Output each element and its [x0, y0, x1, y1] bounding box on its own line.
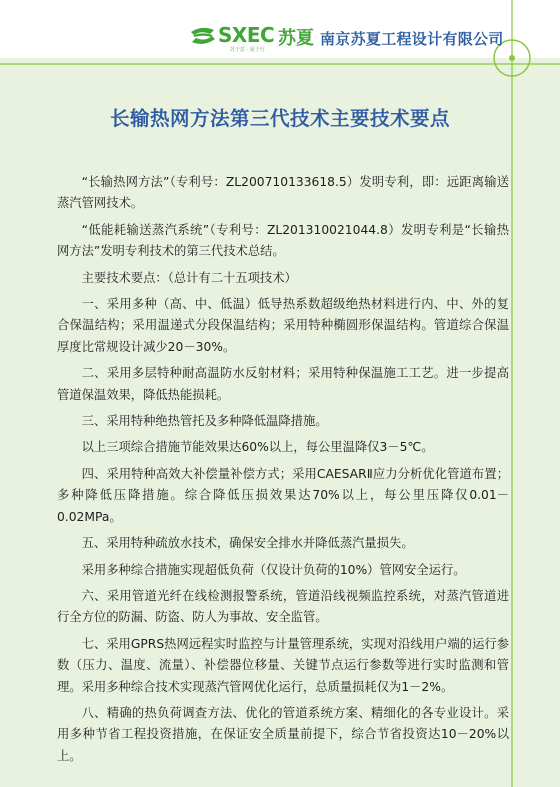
logo-slogan: 苏于思 · 夏于行 — [230, 47, 265, 53]
document-title: 长输热网方法第三代技术主要技术要点 — [109, 107, 450, 130]
paragraph-point-6: 六、采用管道光纤在线检测报警系统，管道沿线视频监控系统，对蒸汽管道进行全方位的防漏、防盗、防人为事故、安全监管。 — [57, 588, 509, 625]
paragraph-summary-2: 采用多种综合措施实现超低负荷（仅设计负荷的10%）管网安全运行。 — [81, 562, 466, 577]
paragraph-point-2: 二、采用多层特种耐高温防水反射材料；采用特种保温施工工艺。进一步提高管道保温效果，降低热能损耗。 — [57, 366, 509, 402]
logo-brand-cn: 苏夏 — [278, 28, 314, 49]
logo-mark-icon — [188, 24, 218, 48]
document-body — [57, 172, 509, 767]
paragraph-patent-2: “低能耗输送蒸汽系统”（专利号：ZL201310021044.8）发明专利是“长输热网方法”发明专利技术的第三代技术总结。 — [57, 222, 509, 259]
paragraph-summary-1: 以上三项综合措施节能效果达60%以上，每公里温降仅3－5℃。 — [81, 440, 434, 455]
paragraph-point-1: 一、采用多种（高、中、低温）低导热系数超级绝热材料进行内、中、外的复合保温结构；采用温递式分段保温结构；采用特种椭圆形保温结构。管道综合保温厚度比常规设计减少20－30%。 — [57, 297, 509, 354]
paragraph-point-4: 四、采用特种高效大补偿量补偿方式；采用CAESARⅡ应力分析优化管道布置；多种降低压降措施。综合降低压损效果达70%以上，每公里压降仅0.01－0.02MPa。 — [57, 466, 509, 524]
paragraph-point-3: 三、采用特种绝热管托及多种降低温降措施。 — [81, 414, 328, 429]
company-name: 南京苏夏工程设计有限公司 — [320, 30, 504, 48]
logo-brand: SXEC — [218, 23, 275, 47]
paragraph-point-7: 七、采用GPRS热网远程实时监控与计量管理系统，实现对沿线用户端的运行参数（压力、温度、流量）、补偿器位移量、关键节点运行参数等进行实时监测和管理。采用多种综合技术实现蒸汽管网优化运行，总质量损耗仅为1－2%。 — [57, 636, 509, 694]
paragraph-point-5: 五、采用特种疏放水技术，确保安全排水并降低蒸汽量损失。 — [81, 536, 414, 551]
paragraph-point-8: 八、精确的热负荷调查方法、优化的管道系统方案、精细化的各专业设计。采用多种节省工程投资措施，在保证安全质量前提下，综合节省投资达10－20%以上。 — [57, 705, 509, 763]
paragraph-patent-1: “长输热网方法”（专利号：ZL200710133618.5）发明专利，即：远距离输送蒸汽管网技术。 — [57, 175, 509, 211]
paragraph-key-points: 主要技术要点：（总计有二十五项技术） — [81, 270, 297, 285]
